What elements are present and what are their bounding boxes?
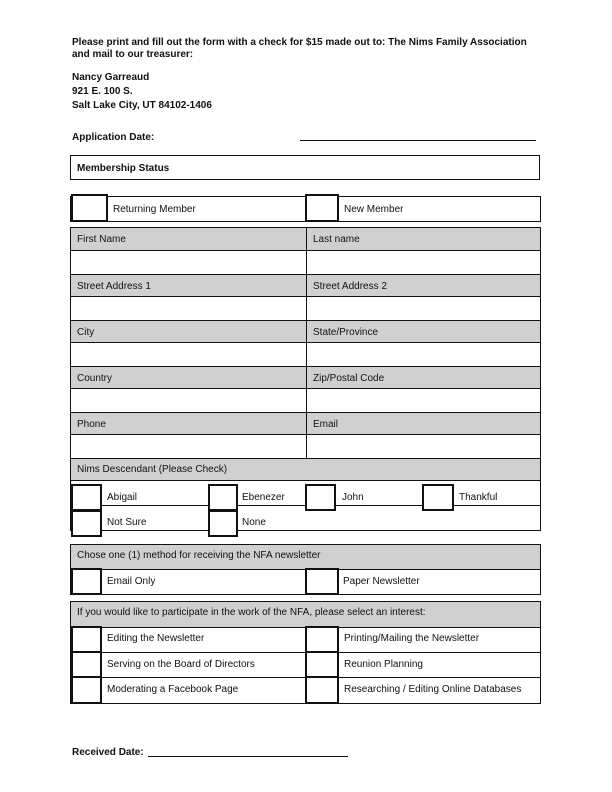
- john-label: John: [342, 492, 364, 503]
- abigail-checkbox[interactable]: [71, 484, 102, 511]
- none-checkbox[interactable]: [208, 510, 238, 537]
- received-date-label: Received Date:: [72, 747, 144, 758]
- ebenezer-checkbox[interactable]: [208, 484, 238, 511]
- street-address-2-label: Street Address 2: [306, 275, 540, 296]
- country-label: Country: [77, 373, 113, 384]
- field-header-row: [71, 412, 540, 434]
- printing-mailing-checkbox[interactable]: [305, 626, 339, 653]
- field-input-row: [71, 434, 540, 458]
- not-sure-label: Not Sure: [107, 517, 147, 528]
- zip-postal-code-input[interactable]: [306, 389, 540, 412]
- newsletter-header-row: [71, 545, 540, 569]
- zip-postal-code-label: Zip/Postal Code: [306, 367, 540, 388]
- application-date-label: Application Date:: [72, 132, 155, 143]
- thankful-label: Thankful: [459, 492, 498, 503]
- treasurer-city: Salt Lake City, UT 84102-1406: [72, 100, 212, 111]
- facebook-page-checkbox[interactable]: [71, 676, 102, 704]
- new-member-checkbox[interactable]: [305, 194, 339, 222]
- city-input[interactable]: [71, 343, 306, 366]
- returning-member-checkbox[interactable]: [71, 194, 108, 222]
- treasurer-name: Nancy Garreaud: [72, 72, 150, 83]
- field-input-row: [71, 250, 540, 274]
- interests-header: If you would like to participate in the work of the NFA, please select an interest:: [77, 607, 426, 618]
- treasurer-address: [72, 71, 212, 113]
- board-of-directors-label: Serving on the Board of Directors: [107, 659, 255, 670]
- editing-newsletter-checkbox[interactable]: [71, 626, 102, 653]
- application-date-field[interactable]: [300, 140, 536, 141]
- paper-newsletter-label: Paper Newsletter: [343, 576, 420, 587]
- not-sure-checkbox[interactable]: [71, 510, 102, 537]
- field-header-row: [71, 320, 540, 342]
- field-header-row: [71, 366, 540, 388]
- street-address-1-label: Street Address 1: [77, 281, 151, 292]
- last-name-input[interactable]: [306, 251, 540, 274]
- last-name-label: Last name: [306, 228, 540, 250]
- reunion-planning-label: Reunion Planning: [344, 659, 423, 670]
- membership-status-header: Membership Status: [70, 155, 540, 180]
- paper-newsletter-checkbox[interactable]: [305, 568, 339, 595]
- facebook-page-label: Moderating a Facebook Page: [107, 684, 239, 695]
- printing-mailing-label: Printing/Mailing the Newsletter: [344, 633, 480, 644]
- field-input-row: [71, 342, 540, 366]
- state-province-input[interactable]: [306, 343, 540, 366]
- online-databases-checkbox[interactable]: [305, 676, 339, 704]
- reunion-planning-checkbox[interactable]: [305, 651, 339, 678]
- state-province-label: State/Province: [306, 321, 540, 342]
- online-databases-label: Researching / Editing Online Databases: [344, 684, 522, 695]
- first-name-input[interactable]: [71, 251, 306, 274]
- descendant-header: Nims Descendant (Please Check): [77, 464, 228, 475]
- phone-input[interactable]: [71, 435, 306, 458]
- email-label: Email: [306, 413, 540, 434]
- thankful-checkbox[interactable]: [422, 484, 454, 511]
- john-checkbox[interactable]: [305, 484, 336, 511]
- street-address-1-input[interactable]: [71, 297, 306, 320]
- email-only-checkbox[interactable]: [71, 568, 102, 595]
- field-input-row: [71, 388, 540, 412]
- new-member-label: New Member: [344, 204, 404, 215]
- newsletter-header: Chose one (1) method for receiving the NFA newsletter: [77, 550, 321, 561]
- none-label: None: [242, 517, 266, 528]
- ebenezer-label: Ebenezer: [242, 492, 285, 503]
- street-address-2-input[interactable]: [306, 297, 540, 320]
- board-of-directors-checkbox[interactable]: [71, 651, 102, 678]
- interests-header-row: [71, 602, 540, 627]
- descendant-header-row: [71, 458, 540, 480]
- city-label: City: [77, 327, 95, 338]
- email-only-label: Email Only: [107, 576, 156, 587]
- received-date-field[interactable]: [148, 756, 348, 757]
- country-input[interactable]: [71, 389, 306, 412]
- phone-label: Phone: [77, 419, 106, 430]
- field-header-row: [71, 274, 540, 296]
- intro-text: Please print and fill out the form with a check for $15 made out to: The Nims Family Association and mail to our treasurer:: [72, 37, 527, 60]
- abigail-label: Abigail: [107, 492, 138, 503]
- treasurer-street: 921 E. 100 S.: [72, 86, 133, 97]
- editing-newsletter-label: Editing the Newsletter: [107, 633, 205, 644]
- field-input-row: [71, 296, 540, 320]
- first-name-label: First Name: [77, 234, 126, 245]
- field-header-row: [71, 228, 540, 250]
- email-input[interactable]: [306, 435, 540, 458]
- returning-member-label: Returning Member: [113, 204, 196, 215]
